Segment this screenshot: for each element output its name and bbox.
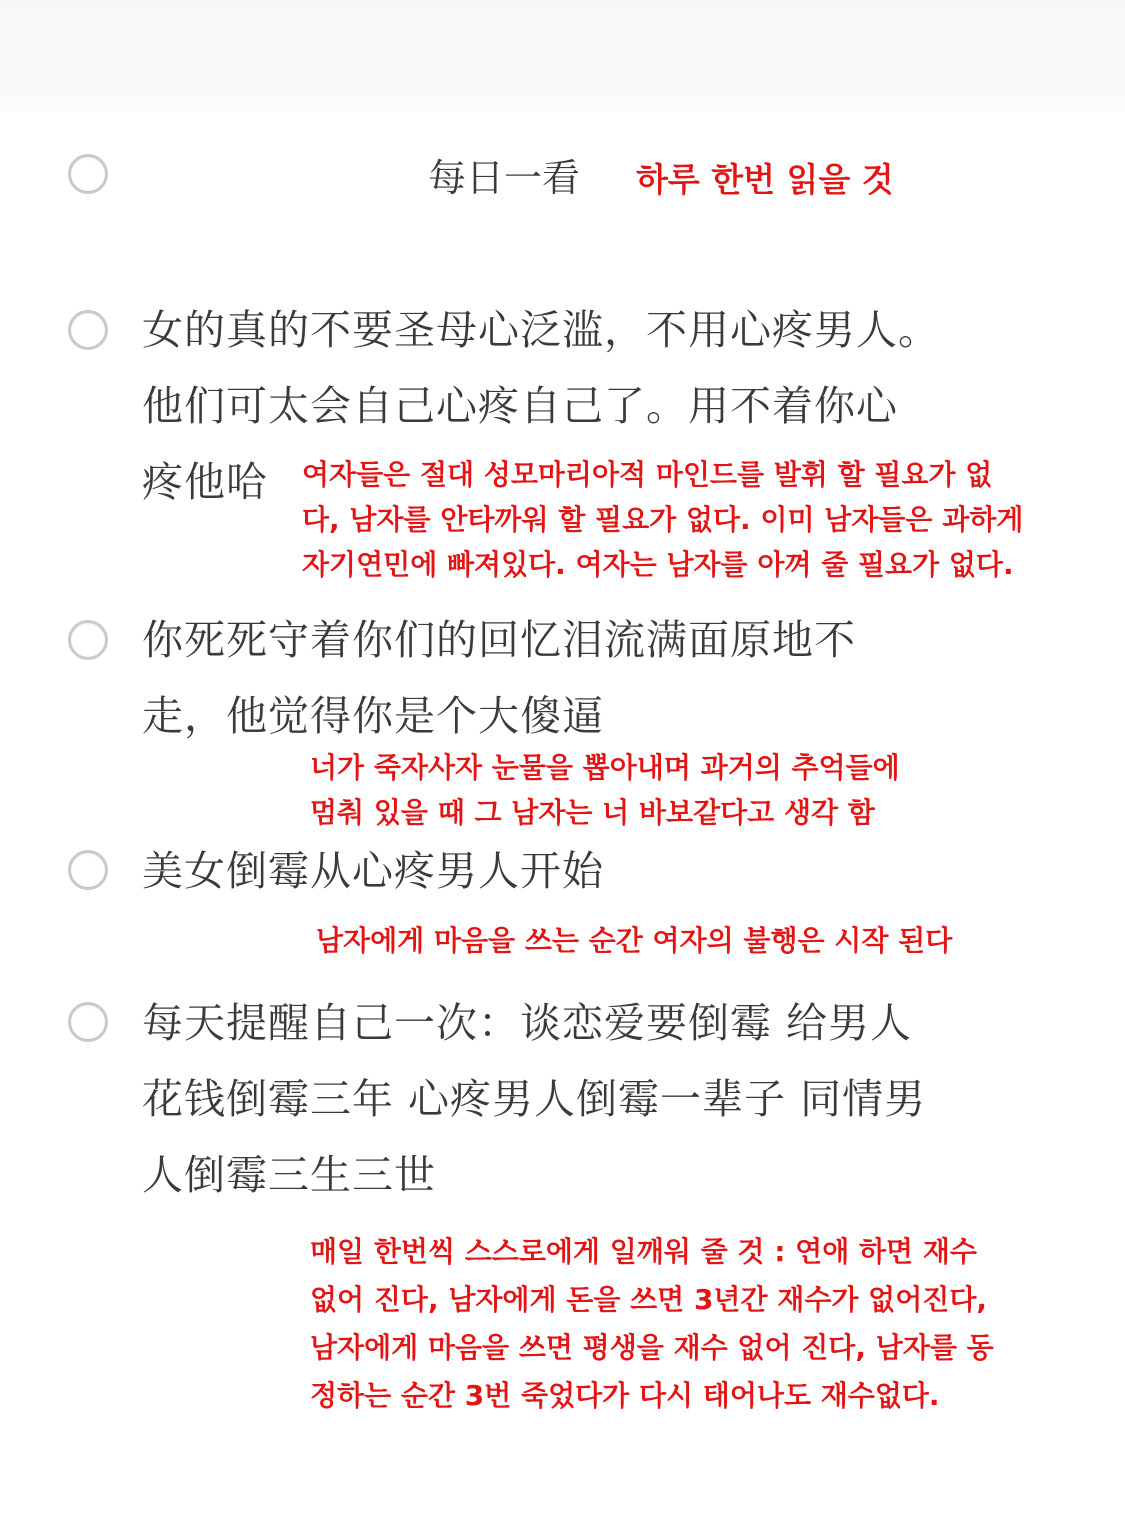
title-chinese: 每日一看 bbox=[428, 156, 581, 200]
item-3-radio-icon[interactable] bbox=[68, 850, 108, 890]
top-band bbox=[0, 0, 1125, 112]
item-2-radio-icon[interactable] bbox=[68, 620, 108, 660]
item-2-korean: 너가 죽자사자 눈물을 뽑아내며 과거의 추억들에 멈춰 있을 때 그 남자는 너 바보같다고 생각 함 bbox=[310, 751, 900, 829]
item-2-chinese: 你死死守着你们的回忆泪流满面原地不 走，他觉得你是个大傻逼 bbox=[142, 616, 856, 740]
item-4-korean: 매일 한번씩 스스로에게 일깨워 줄 것 : 연애 하면 재수 없어 진다, 남자에게 돈을 쓰면 3년간 재수가 없어진다, 남자에게 마음을 쓰면 평생을 재수 없어 진다, 남자를 동 정하는 순간 3번 죽었다가 다시 태어나도 재수없다. bbox=[310, 1235, 994, 1412]
item-1-radio-icon[interactable] bbox=[68, 310, 108, 350]
item-1-chinese: 女的真的不要圣母心泛滥，不用心疼男人。 他们可太会自己心疼自己了。用不着你心 疼他哈 bbox=[142, 306, 940, 506]
title-radio-icon[interactable] bbox=[68, 154, 108, 194]
item-3-korean: 남자에게 마음을 쓰는 순간 여자의 불행은 시작 된다 bbox=[316, 924, 953, 957]
title-korean: 하루 한번 읽을 것 bbox=[636, 160, 894, 199]
item-1-korean: 여자들은 절대 성모마리아적 마인드를 발휘 할 필요가 없 다, 남자를 안타까워 할 필요가 없다. 이미 남자들은 과하게 자기연민에 빠져있다. 여자는 남자를 아껴 줄 필요가 없다. bbox=[302, 458, 1024, 581]
item-4-chinese: 每天提醒自己一次：谈恋爱要倒霉 给男人 花钱倒霉三年 心疼男人倒霉一辈子 同情男 人倒霉三生三世 bbox=[142, 999, 927, 1199]
item-3-chinese: 美女倒霉从心疼男人开始 bbox=[142, 847, 604, 895]
item-4-radio-icon[interactable] bbox=[68, 1002, 108, 1042]
